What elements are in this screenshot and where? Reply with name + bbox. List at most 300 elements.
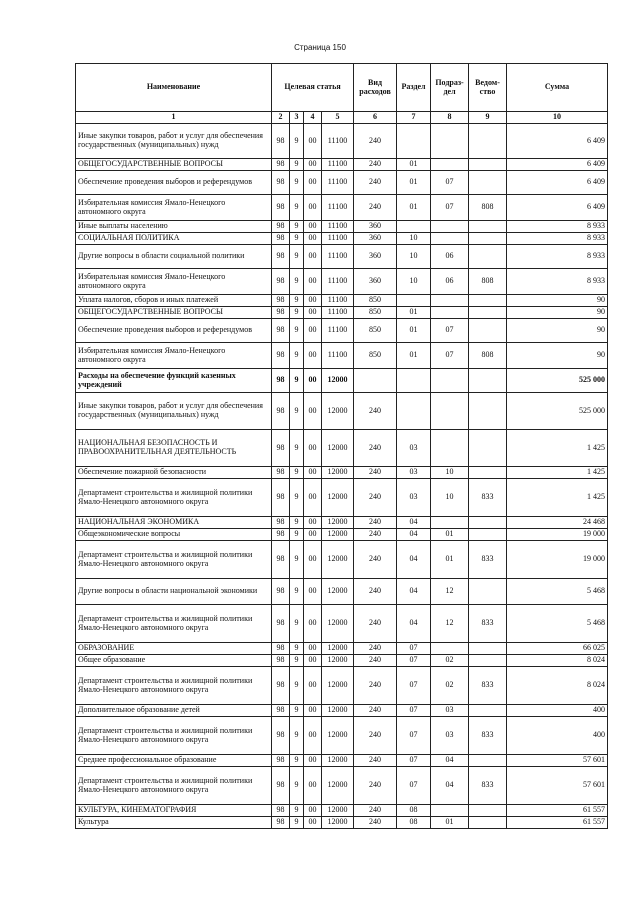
cell-target-group: 00 — [304, 159, 322, 171]
cell-target-program: 98 — [272, 319, 290, 343]
cell-section: 01 — [397, 319, 431, 343]
cell-amount: 8 933 — [507, 269, 608, 295]
cell-target-code: 11100 — [322, 195, 354, 221]
cell-subsection: 04 — [431, 767, 469, 805]
table-row — [76, 393, 608, 430]
cell-name: Департамент строительства и жилищной политики Ямало-Ненецкого автономного округа — [76, 667, 272, 705]
cell-target-group: 00 — [304, 541, 322, 579]
cell-expense-type: 240 — [354, 705, 397, 717]
column-number: 4 — [304, 112, 322, 124]
cell-target-subprogram: 9 — [290, 529, 304, 541]
cell-expense-type — [354, 369, 397, 393]
cell-amount: 8 933 — [507, 245, 608, 269]
cell-department — [469, 393, 507, 430]
cell-target-code: 12000 — [322, 430, 354, 467]
cell-department — [469, 579, 507, 605]
cell-section: 01 — [397, 195, 431, 221]
cell-section: 03 — [397, 430, 431, 467]
cell-amount: 525 000 — [507, 369, 608, 393]
cell-section — [397, 393, 431, 430]
table-header-row — [76, 64, 608, 112]
cell-name: Обеспечение проведения выборов и референдумов — [76, 171, 272, 195]
cell-section: 07 — [397, 655, 431, 667]
cell-department — [469, 221, 507, 233]
cell-name: Другие вопросы в области социальной политики — [76, 245, 272, 269]
cell-name: НАЦИОНАЛЬНАЯ БЕЗОПАСНОСТЬ И ПРАВООХРАНИТЕЛЬНАЯ ДЕЯТЕЛЬНОСТЬ — [76, 430, 272, 467]
cell-target-code: 12000 — [322, 579, 354, 605]
cell-target-group: 00 — [304, 295, 322, 307]
table-row — [76, 171, 608, 195]
cell-target-group: 00 — [304, 467, 322, 479]
cell-amount: 5 468 — [507, 579, 608, 605]
table-row — [76, 319, 608, 343]
cell-expense-type: 240 — [354, 171, 397, 195]
cell-subsection — [431, 430, 469, 467]
budget-table — [75, 63, 608, 829]
cell-target-code: 12000 — [322, 541, 354, 579]
table-row — [76, 479, 608, 517]
cell-department: 833 — [469, 667, 507, 705]
table-row — [76, 430, 608, 467]
cell-target-subprogram: 9 — [290, 195, 304, 221]
cell-amount: 8 024 — [507, 655, 608, 667]
cell-expense-type: 240 — [354, 655, 397, 667]
table-row — [76, 517, 608, 529]
cell-target-code: 12000 — [322, 517, 354, 529]
cell-target-code: 11100 — [322, 233, 354, 245]
cell-subsection: 07 — [431, 195, 469, 221]
cell-target-program: 98 — [272, 467, 290, 479]
cell-expense-type: 240 — [354, 393, 397, 430]
cell-target-group: 00 — [304, 195, 322, 221]
cell-amount: 61 557 — [507, 817, 608, 829]
table-row — [76, 245, 608, 269]
cell-name: Избирательная комиссия Ямало-Ненецкого автономного округа — [76, 269, 272, 295]
cell-target-group: 00 — [304, 343, 322, 369]
cell-amount: 400 — [507, 717, 608, 755]
cell-expense-type: 360 — [354, 221, 397, 233]
cell-target-code: 12000 — [322, 369, 354, 393]
cell-name: Департамент строительства и жилищной политики Ямало-Ненецкого автономного округа — [76, 541, 272, 579]
cell-expense-type: 240 — [354, 479, 397, 517]
cell-name: Департамент строительства и жилищной политики Ямало-Ненецкого автономного округа — [76, 479, 272, 517]
cell-amount: 90 — [507, 295, 608, 307]
table-row — [76, 307, 608, 319]
cell-amount: 90 — [507, 319, 608, 343]
table-row — [76, 541, 608, 579]
cell-subsection — [431, 221, 469, 233]
cell-target-group: 00 — [304, 171, 322, 195]
cell-target-subprogram: 9 — [290, 221, 304, 233]
column-number: 5 — [322, 112, 354, 124]
cell-section: 01 — [397, 159, 431, 171]
cell-section: 07 — [397, 667, 431, 705]
cell-target-subprogram: 9 — [290, 171, 304, 195]
cell-target-code: 12000 — [322, 805, 354, 817]
cell-target-program: 98 — [272, 343, 290, 369]
cell-department — [469, 517, 507, 529]
cell-expense-type: 360 — [354, 233, 397, 245]
column-number-row — [76, 112, 608, 124]
cell-target-program: 98 — [272, 307, 290, 319]
cell-department — [469, 643, 507, 655]
cell-amount: 19 000 — [507, 529, 608, 541]
cell-expense-type: 240 — [354, 717, 397, 755]
cell-target-program: 98 — [272, 667, 290, 705]
cell-name: Обеспечение пожарной безопасности — [76, 467, 272, 479]
cell-target-code: 11100 — [322, 307, 354, 319]
cell-name: Избирательная комиссия Ямало-Ненецкого автономного округа — [76, 343, 272, 369]
cell-amount: 1 425 — [507, 479, 608, 517]
cell-expense-type: 240 — [354, 579, 397, 605]
cell-department — [469, 467, 507, 479]
cell-target-group: 00 — [304, 717, 322, 755]
cell-department — [469, 817, 507, 829]
cell-name: Среднее профессиональное образование — [76, 755, 272, 767]
cell-subsection: 04 — [431, 755, 469, 767]
cell-amount: 57 601 — [507, 755, 608, 767]
cell-expense-type: 850 — [354, 307, 397, 319]
table-row — [76, 369, 608, 393]
cell-amount: 57 601 — [507, 767, 608, 805]
cell-target-code: 12000 — [322, 717, 354, 755]
cell-subsection: 06 — [431, 245, 469, 269]
cell-department: 833 — [469, 717, 507, 755]
cell-department — [469, 430, 507, 467]
cell-subsection: 12 — [431, 579, 469, 605]
cell-target-group: 00 — [304, 579, 322, 605]
cell-expense-type: 240 — [354, 517, 397, 529]
cell-target-program: 98 — [272, 295, 290, 307]
cell-name: ОБРАЗОВАНИЕ — [76, 643, 272, 655]
cell-subsection — [431, 805, 469, 817]
cell-target-subprogram: 9 — [290, 295, 304, 307]
cell-amount: 1 425 — [507, 430, 608, 467]
cell-section: 04 — [397, 605, 431, 643]
table-row — [76, 605, 608, 643]
cell-target-group: 00 — [304, 655, 322, 667]
cell-amount: 8 024 — [507, 667, 608, 705]
cell-target-subprogram: 9 — [290, 467, 304, 479]
cell-expense-type: 240 — [354, 195, 397, 221]
cell-target-subprogram: 9 — [290, 307, 304, 319]
cell-target-program: 98 — [272, 124, 290, 159]
cell-section: 10 — [397, 233, 431, 245]
cell-amount: 400 — [507, 705, 608, 717]
cell-target-subprogram: 9 — [290, 517, 304, 529]
cell-name: Департамент строительства и жилищной политики Ямало-Ненецкого автономного округа — [76, 605, 272, 643]
cell-expense-type: 360 — [354, 269, 397, 295]
header-amount: Сумма — [507, 64, 608, 112]
cell-subsection: 01 — [431, 541, 469, 579]
cell-subsection — [431, 643, 469, 655]
cell-amount: 6 409 — [507, 171, 608, 195]
cell-department — [469, 705, 507, 717]
cell-subsection: 06 — [431, 269, 469, 295]
cell-target-subprogram: 9 — [290, 369, 304, 393]
column-number: 6 — [354, 112, 397, 124]
cell-expense-type: 360 — [354, 245, 397, 269]
table-row — [76, 195, 608, 221]
cell-target-program: 98 — [272, 245, 290, 269]
cell-target-subprogram: 9 — [290, 643, 304, 655]
cell-expense-type: 240 — [354, 430, 397, 467]
column-number: 3 — [290, 112, 304, 124]
cell-expense-type: 240 — [354, 667, 397, 705]
cell-target-code: 12000 — [322, 479, 354, 517]
cell-target-program: 98 — [272, 705, 290, 717]
cell-department: 808 — [469, 195, 507, 221]
cell-department: 833 — [469, 767, 507, 805]
cell-target-code: 12000 — [322, 393, 354, 430]
cell-section: 07 — [397, 705, 431, 717]
cell-expense-type: 240 — [354, 467, 397, 479]
table-row — [76, 755, 608, 767]
cell-target-subprogram: 9 — [290, 319, 304, 343]
cell-target-subprogram: 9 — [290, 269, 304, 295]
cell-department: 833 — [469, 479, 507, 517]
cell-target-program: 98 — [272, 159, 290, 171]
cell-target-program: 98 — [272, 269, 290, 295]
cell-target-program: 98 — [272, 605, 290, 643]
cell-target-group: 00 — [304, 817, 322, 829]
cell-target-code: 12000 — [322, 755, 354, 767]
cell-name: Департамент строительства и жилищной политики Ямало-Ненецкого автономного округа — [76, 767, 272, 805]
cell-subsection — [431, 393, 469, 430]
cell-department — [469, 159, 507, 171]
cell-name: Общеэкономические вопросы — [76, 529, 272, 541]
cell-expense-type: 240 — [354, 605, 397, 643]
cell-expense-type: 240 — [354, 805, 397, 817]
cell-target-group: 00 — [304, 667, 322, 705]
cell-section: 07 — [397, 643, 431, 655]
cell-expense-type: 240 — [354, 124, 397, 159]
cell-target-code: 11100 — [322, 221, 354, 233]
cell-target-program: 98 — [272, 233, 290, 245]
cell-target-group: 00 — [304, 755, 322, 767]
table-body — [76, 124, 608, 829]
cell-section: 08 — [397, 805, 431, 817]
cell-target-program: 98 — [272, 529, 290, 541]
cell-subsection: 01 — [431, 817, 469, 829]
cell-expense-type: 850 — [354, 295, 397, 307]
cell-name: Обеспечение проведения выборов и референдумов — [76, 319, 272, 343]
cell-target-subprogram: 9 — [290, 233, 304, 245]
cell-target-code: 11100 — [322, 245, 354, 269]
cell-expense-type: 850 — [354, 343, 397, 369]
cell-department: 808 — [469, 269, 507, 295]
cell-amount: 19 000 — [507, 541, 608, 579]
header-department: Ведом-ство — [469, 64, 507, 112]
cell-target-code: 12000 — [322, 767, 354, 805]
cell-target-subprogram: 9 — [290, 124, 304, 159]
cell-department — [469, 755, 507, 767]
table-row — [76, 643, 608, 655]
cell-name: ОБЩЕГОСУДАРСТВЕННЫЕ ВОПРОСЫ — [76, 159, 272, 171]
cell-target-program: 98 — [272, 805, 290, 817]
cell-target-code: 11100 — [322, 269, 354, 295]
cell-name: Иные выплаты населению — [76, 221, 272, 233]
cell-target-group: 00 — [304, 643, 322, 655]
cell-amount: 90 — [507, 307, 608, 319]
column-number: 1 — [76, 112, 272, 124]
table-row — [76, 221, 608, 233]
cell-amount: 6 409 — [507, 159, 608, 171]
cell-section: 08 — [397, 817, 431, 829]
cell-target-subprogram: 9 — [290, 667, 304, 705]
cell-target-program: 98 — [272, 171, 290, 195]
table-row — [76, 767, 608, 805]
cell-target-code: 12000 — [322, 817, 354, 829]
cell-target-group: 00 — [304, 517, 322, 529]
cell-expense-type: 240 — [354, 159, 397, 171]
column-number: 9 — [469, 112, 507, 124]
cell-department: 833 — [469, 541, 507, 579]
cell-amount: 66 025 — [507, 643, 608, 655]
table-row — [76, 467, 608, 479]
cell-expense-type: 240 — [354, 755, 397, 767]
cell-target-subprogram: 9 — [290, 430, 304, 467]
cell-target-group: 00 — [304, 124, 322, 159]
cell-subsection — [431, 517, 469, 529]
cell-amount: 6 409 — [507, 195, 608, 221]
cell-target-group: 00 — [304, 393, 322, 430]
table-row — [76, 233, 608, 245]
table-row — [76, 269, 608, 295]
cell-subsection: 10 — [431, 467, 469, 479]
cell-department: 808 — [469, 343, 507, 369]
cell-department — [469, 805, 507, 817]
cell-target-code: 12000 — [322, 643, 354, 655]
cell-target-subprogram: 9 — [290, 159, 304, 171]
cell-subsection: 07 — [431, 319, 469, 343]
cell-target-subprogram: 9 — [290, 343, 304, 369]
cell-target-program: 98 — [272, 369, 290, 393]
cell-target-group: 00 — [304, 705, 322, 717]
cell-target-group: 00 — [304, 479, 322, 517]
cell-name: Другие вопросы в области национальной экономики — [76, 579, 272, 605]
cell-name: Дополнительное образование детей — [76, 705, 272, 717]
cell-name: Уплата налогов, сборов и иных платежей — [76, 295, 272, 307]
cell-expense-type: 240 — [354, 643, 397, 655]
cell-department — [469, 369, 507, 393]
cell-name: Иные закупки товаров, работ и услуг для обеспечения государственных (муниципальных) нужд — [76, 393, 272, 430]
cell-department — [469, 319, 507, 343]
table-row — [76, 655, 608, 667]
cell-target-code: 12000 — [322, 705, 354, 717]
cell-amount: 61 557 — [507, 805, 608, 817]
cell-target-subprogram: 9 — [290, 755, 304, 767]
cell-target-code: 12000 — [322, 655, 354, 667]
cell-name: Расходы на обеспечение функций казенных учреждений — [76, 369, 272, 393]
cell-amount: 525 000 — [507, 393, 608, 430]
column-number: 10 — [507, 112, 608, 124]
header-name: Наименование — [76, 64, 272, 112]
cell-expense-type: 240 — [354, 767, 397, 805]
cell-target-program: 98 — [272, 393, 290, 430]
cell-target-code: 11100 — [322, 319, 354, 343]
header-subsection: Подраз-дел — [431, 64, 469, 112]
cell-target-code: 12000 — [322, 667, 354, 705]
cell-section: 04 — [397, 579, 431, 605]
cell-subsection — [431, 369, 469, 393]
cell-target-group: 00 — [304, 233, 322, 245]
cell-target-group: 00 — [304, 221, 322, 233]
column-number: 8 — [431, 112, 469, 124]
cell-department — [469, 171, 507, 195]
cell-target-program: 98 — [272, 579, 290, 605]
table-row — [76, 579, 608, 605]
cell-amount: 8 933 — [507, 221, 608, 233]
cell-subsection: 03 — [431, 717, 469, 755]
cell-name: ОБЩЕГОСУДАРСТВЕННЫЕ ВОПРОСЫ — [76, 307, 272, 319]
table-row — [76, 124, 608, 159]
cell-expense-type: 240 — [354, 541, 397, 579]
cell-section: 07 — [397, 755, 431, 767]
cell-target-program: 98 — [272, 517, 290, 529]
cell-subsection: 12 — [431, 605, 469, 643]
cell-target-group: 00 — [304, 245, 322, 269]
table-row — [76, 295, 608, 307]
cell-target-group: 00 — [304, 269, 322, 295]
cell-target-subprogram: 9 — [290, 479, 304, 517]
cell-target-group: 00 — [304, 319, 322, 343]
cell-target-program: 98 — [272, 767, 290, 805]
table-row — [76, 667, 608, 705]
cell-department — [469, 245, 507, 269]
cell-target-code: 11100 — [322, 124, 354, 159]
cell-target-subprogram: 9 — [290, 393, 304, 430]
cell-name: Культура — [76, 817, 272, 829]
cell-target-program: 98 — [272, 479, 290, 517]
cell-target-subprogram: 9 — [290, 245, 304, 269]
cell-target-group: 00 — [304, 529, 322, 541]
cell-target-program: 98 — [272, 755, 290, 767]
cell-target-code: 12000 — [322, 467, 354, 479]
table-row — [76, 717, 608, 755]
cell-target-subprogram: 9 — [290, 579, 304, 605]
cell-section: 01 — [397, 307, 431, 319]
cell-section: 04 — [397, 529, 431, 541]
cell-target-code: 11100 — [322, 159, 354, 171]
cell-expense-type: 240 — [354, 529, 397, 541]
cell-section: 03 — [397, 467, 431, 479]
table-row — [76, 817, 608, 829]
cell-department — [469, 233, 507, 245]
cell-section: 04 — [397, 517, 431, 529]
cell-target-group: 00 — [304, 605, 322, 643]
header-expense-type: Вид расходов — [354, 64, 397, 112]
table-row — [76, 529, 608, 541]
cell-target-subprogram: 9 — [290, 805, 304, 817]
cell-name: Иные закупки товаров, работ и услуг для обеспечения государственных (муниципальных) нужд — [76, 124, 272, 159]
cell-expense-type: 240 — [354, 817, 397, 829]
cell-section: 10 — [397, 245, 431, 269]
cell-target-code: 11100 — [322, 343, 354, 369]
cell-target-subprogram: 9 — [290, 605, 304, 643]
cell-department — [469, 295, 507, 307]
cell-amount: 90 — [507, 343, 608, 369]
cell-department — [469, 529, 507, 541]
cell-target-program: 98 — [272, 541, 290, 579]
cell-section: 07 — [397, 767, 431, 805]
cell-target-group: 00 — [304, 430, 322, 467]
cell-target-subprogram: 9 — [290, 541, 304, 579]
header-section: Раздел — [397, 64, 431, 112]
cell-subsection: 02 — [431, 667, 469, 705]
cell-target-subprogram: 9 — [290, 767, 304, 805]
cell-department — [469, 307, 507, 319]
